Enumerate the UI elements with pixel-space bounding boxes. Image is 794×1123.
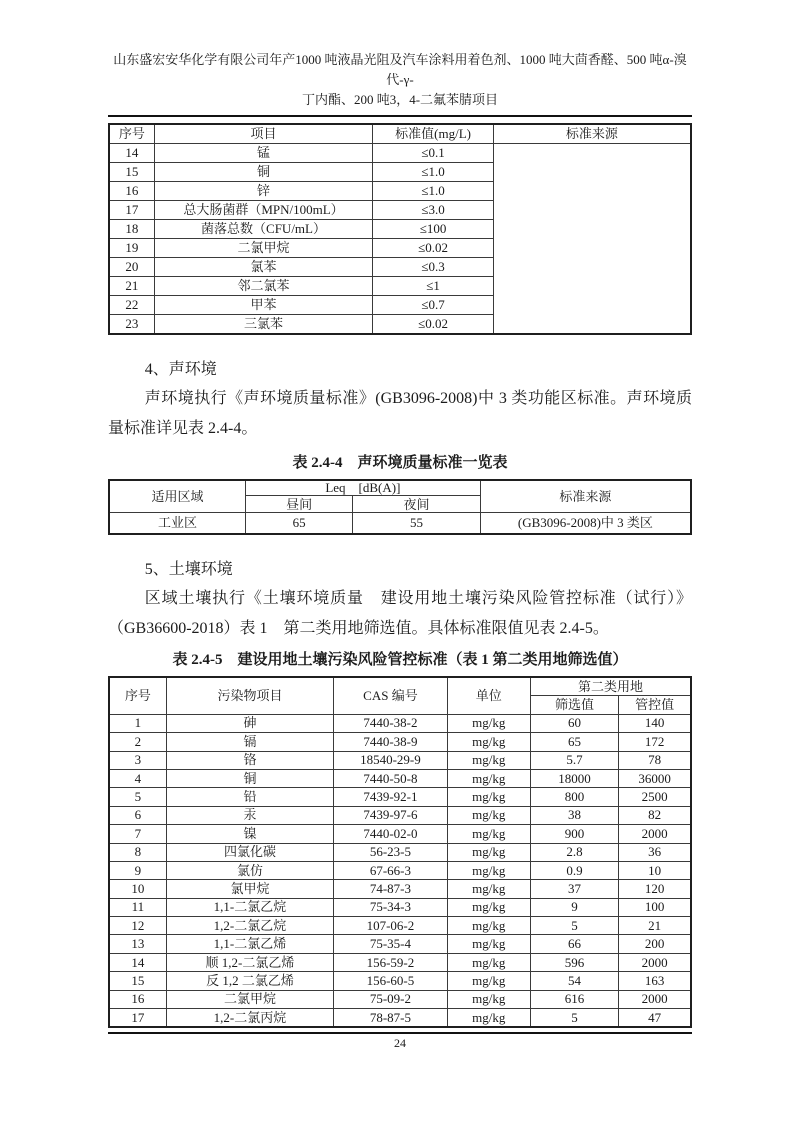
table-cell: 78 <box>619 751 691 769</box>
table-cell: (GB3096-2008)中 3 类区 <box>480 513 691 535</box>
table-row <box>109 935 691 953</box>
table-cell: ≤0.1 <box>373 144 493 163</box>
table-row <box>109 513 691 535</box>
table-cell: 铅 <box>166 788 334 806</box>
table-cell: mg/kg <box>447 880 530 898</box>
table-cell: 78-87-5 <box>334 1009 447 1028</box>
table-row <box>109 825 691 843</box>
table-cell: mg/kg <box>447 788 530 806</box>
table-cell: 1,1-二氯乙烷 <box>166 898 334 916</box>
table-cell: 14 <box>109 953 166 971</box>
table-cell: 36000 <box>619 769 691 787</box>
table-cell: 氯仿 <box>166 861 334 879</box>
noise-standard-table <box>108 479 692 535</box>
table-cell: 四氯化碳 <box>166 843 334 861</box>
table-cell: 铜 <box>166 769 334 787</box>
section5-paragraph: 区域土壤执行《土壤环境质量 建设用地土壤污染风险管控标准（试行）》（GB36600-2018）表 1 第二类用地筛选值。具体标准限值见表 2.4-5。 <box>108 590 692 637</box>
table-cell: mg/kg <box>447 861 530 879</box>
table-cell: 5 <box>109 788 166 806</box>
table-cell: 二氯甲烷 <box>166 990 334 1008</box>
table-cell: 54 <box>530 972 618 990</box>
table-cell: 2000 <box>619 953 691 971</box>
col-header-control-value: 管控值 <box>619 696 691 714</box>
table-cell: 3 <box>109 751 166 769</box>
soil-table-caption: 表 2.4-5 建设用地土壤污染风险管控标准（表 1 第二类用地筛选值） <box>172 652 628 668</box>
table-cell: 工业区 <box>109 513 245 535</box>
table-cell: 邻二氯苯 <box>154 277 373 296</box>
table-cell: ≤0.02 <box>373 315 493 335</box>
table-cell: 172 <box>619 733 691 751</box>
table-cell: 56-23-5 <box>334 843 447 861</box>
col-header-nighttime: 夜间 <box>353 496 480 513</box>
table-cell: 7440-02-0 <box>334 825 447 843</box>
table-cell: 5 <box>530 1009 618 1028</box>
table-cell: 镉 <box>166 733 334 751</box>
table-cell: 铜 <box>154 163 373 182</box>
table-cell: 1,2-二氯乙烷 <box>166 917 334 935</box>
col-header-unit: 单位 <box>447 677 530 714</box>
table-cell: 55 <box>353 513 480 535</box>
table-cell: 2 <box>109 733 166 751</box>
table-cell: 7439-92-1 <box>334 788 447 806</box>
table-cell: 47 <box>619 1009 691 1028</box>
table-row <box>109 788 691 806</box>
table-row <box>109 1009 691 1028</box>
table-cell: 2500 <box>619 788 691 806</box>
table-cell: 18540-29-9 <box>334 751 447 769</box>
table-cell: 596 <box>530 953 618 971</box>
table-cell: 163 <box>619 972 691 990</box>
header-title-line1: 山东盛宏安华化学有限公司年产1000 吨液晶光阻及汽车涂料用着色剂、1000 吨大茴香醛、500 吨α-溴代-γ- <box>113 52 687 87</box>
table-cell: 15 <box>109 972 166 990</box>
table-row <box>109 806 691 824</box>
table-cell: 10 <box>619 861 691 879</box>
col-header-index: 序号 <box>109 677 166 714</box>
section4-heading: 4、声环境 <box>144 361 217 378</box>
table-cell: mg/kg <box>447 972 530 990</box>
table-cell: mg/kg <box>447 1009 530 1028</box>
table-cell: mg/kg <box>447 751 530 769</box>
table-cell: 21 <box>619 917 691 935</box>
table-cell: ≤0.02 <box>373 239 493 258</box>
table-cell: 75-34-3 <box>334 898 447 916</box>
table-cell: 66 <box>530 935 618 953</box>
table-cell: 10 <box>109 880 166 898</box>
table-cell: 顺 1,2-二氯乙烯 <box>166 953 334 971</box>
table-cell: 16 <box>109 182 154 201</box>
table-row <box>109 714 691 732</box>
table-cell: 20 <box>109 258 154 277</box>
table-cell: mg/kg <box>447 769 530 787</box>
table-cell: 汞 <box>166 806 334 824</box>
table-cell: 5.7 <box>530 751 618 769</box>
soil-table-body <box>109 714 691 1027</box>
table-row <box>109 144 691 163</box>
table-cell: 9 <box>109 861 166 879</box>
table-cell: mg/kg <box>447 714 530 732</box>
col-header-screening-value: 筛选值 <box>530 696 618 714</box>
table-cell: 82 <box>619 806 691 824</box>
table-cell: 7440-50-8 <box>334 769 447 787</box>
table-cell: 锰 <box>154 144 373 163</box>
table-cell: 菌落总数（CFU/mL） <box>154 220 373 239</box>
table-cell: 13 <box>109 935 166 953</box>
table-row <box>109 733 691 751</box>
table-cell: 8 <box>109 843 166 861</box>
table-cell: ≤100 <box>373 220 493 239</box>
table-cell: 5 <box>530 917 618 935</box>
water-quality-table <box>108 123 692 335</box>
table-cell: 140 <box>619 714 691 732</box>
table-cell: 23 <box>109 315 154 335</box>
table-cell: 900 <box>530 825 618 843</box>
table-cell: mg/kg <box>447 898 530 916</box>
table-cell: ≤0.7 <box>373 296 493 315</box>
table-cell: 15 <box>109 163 154 182</box>
table-cell: 6 <box>109 806 166 824</box>
table-header-row <box>109 677 691 696</box>
col-header-cas: CAS 编号 <box>334 677 447 714</box>
table-cell: 7440-38-2 <box>334 714 447 732</box>
noise-table-body <box>109 513 691 535</box>
table-cell: 17 <box>109 1009 166 1028</box>
table-cell: 1,2-二氯丙烷 <box>166 1009 334 1028</box>
table-cell: ≤1.0 <box>373 182 493 201</box>
col-header-standard-value: 标准值(mg/L) <box>373 124 493 144</box>
table-cell: mg/kg <box>447 935 530 953</box>
table-row <box>109 898 691 916</box>
soil-standard-table <box>108 676 692 1028</box>
table-cell: 22 <box>109 296 154 315</box>
table-cell: 氯苯 <box>154 258 373 277</box>
table-row <box>109 990 691 1008</box>
table-cell: 616 <box>530 990 618 1008</box>
col-header-leq: Leq [dB(A)] <box>245 480 480 496</box>
standard-source-merged-cell <box>493 144 691 335</box>
table-cell: 18000 <box>530 769 618 787</box>
table-cell: 砷 <box>166 714 334 732</box>
col-header-applicable-area: 适用区域 <box>109 480 245 513</box>
table-row <box>109 843 691 861</box>
water-table-body <box>109 144 691 335</box>
table-cell: 75-09-2 <box>334 990 447 1008</box>
table-cell: mg/kg <box>447 917 530 935</box>
table-cell: mg/kg <box>447 806 530 824</box>
table-cell: 12 <box>109 917 166 935</box>
table-cell: 156-60-5 <box>334 972 447 990</box>
table-cell: 65 <box>530 733 618 751</box>
table-cell: mg/kg <box>447 953 530 971</box>
table-cell: 甲苯 <box>154 296 373 315</box>
table-cell: 2.8 <box>530 843 618 861</box>
table-cell: 镍 <box>166 825 334 843</box>
table-cell: ≤1 <box>373 277 493 296</box>
table-row <box>109 953 691 971</box>
table-cell: 1,1-二氯乙烯 <box>166 935 334 953</box>
table-cell: 74-87-3 <box>334 880 447 898</box>
table-row <box>109 769 691 787</box>
table-cell: 2000 <box>619 825 691 843</box>
table-cell: 7439-97-6 <box>334 806 447 824</box>
table-cell: 120 <box>619 880 691 898</box>
table-cell: 2000 <box>619 990 691 1008</box>
table-cell: 38 <box>530 806 618 824</box>
table-cell: 156-59-2 <box>334 953 447 971</box>
table-cell: 21 <box>109 277 154 296</box>
col-header-pollutant: 污染物项目 <box>166 677 334 714</box>
table-cell: 9 <box>530 898 618 916</box>
table-cell: ≤0.3 <box>373 258 493 277</box>
table-cell: 18 <box>109 220 154 239</box>
table-cell: 14 <box>109 144 154 163</box>
table-cell: ≤3.0 <box>373 201 493 220</box>
table-cell: 100 <box>619 898 691 916</box>
table-cell: mg/kg <box>447 990 530 1008</box>
table-cell: 总大肠菌群（MPN/100mL） <box>154 201 373 220</box>
page-number: 24 <box>394 1036 406 1051</box>
table-cell: 65 <box>245 513 352 535</box>
table-header-row <box>109 124 691 144</box>
table-cell: 36 <box>619 843 691 861</box>
col-header-land-class2: 第二类用地 <box>530 677 691 696</box>
table-cell: mg/kg <box>447 733 530 751</box>
table-row <box>109 880 691 898</box>
table-cell: 200 <box>619 935 691 953</box>
table-cell: 二氯甲烷 <box>154 239 373 258</box>
col-header-item: 项目 <box>154 124 373 144</box>
table-cell: mg/kg <box>447 825 530 843</box>
table-cell: 17 <box>109 201 154 220</box>
table-cell: 4 <box>109 769 166 787</box>
table-cell: 锌 <box>154 182 373 201</box>
table-cell: 7 <box>109 825 166 843</box>
table-row <box>109 917 691 935</box>
table-cell: 75-35-4 <box>334 935 447 953</box>
table-cell: 三氯苯 <box>154 315 373 335</box>
table-row <box>109 972 691 990</box>
table-cell: 11 <box>109 898 166 916</box>
col-header-daytime: 昼间 <box>245 496 352 513</box>
table-cell: ≤1.0 <box>373 163 493 182</box>
table-cell: 67-66-3 <box>334 861 447 879</box>
table-cell: 16 <box>109 990 166 1008</box>
table-cell: 107-06-2 <box>334 917 447 935</box>
noise-table-caption: 表 2.4-4 声环境质量标准一览表 <box>292 455 508 471</box>
header-title-line2: 丁内酯、200 吨3，4-二氟苯腈项目 <box>301 92 499 107</box>
table-cell: mg/kg <box>447 843 530 861</box>
table-cell: 铬 <box>166 751 334 769</box>
section4-paragraph: 声环境执行《声环境质量标准》(GB3096-2008)中 3 类功能区标准。声环境质量标准详见表 2.4-4。 <box>108 390 692 437</box>
col-header-index: 序号 <box>109 124 154 144</box>
table-cell: 0.9 <box>530 861 618 879</box>
table-cell: 氯甲烷 <box>166 880 334 898</box>
table-row <box>109 861 691 879</box>
section5-heading: 5、土壤环境 <box>144 561 233 578</box>
page-header <box>108 50 692 117</box>
table-cell: 7440-38-9 <box>334 733 447 751</box>
table-cell: 反 1,2 二氯乙烯 <box>166 972 334 990</box>
table-cell: 60 <box>530 714 618 732</box>
table-cell: 37 <box>530 880 618 898</box>
col-header-standard-source: 标准来源 <box>480 480 691 513</box>
table-header-row <box>109 480 691 496</box>
table-row <box>109 751 691 769</box>
table-cell: 800 <box>530 788 618 806</box>
table-cell: 1 <box>109 714 166 732</box>
col-header-standard-source: 标准来源 <box>493 124 691 144</box>
footer-rule <box>108 1032 692 1034</box>
table-cell: 19 <box>109 239 154 258</box>
